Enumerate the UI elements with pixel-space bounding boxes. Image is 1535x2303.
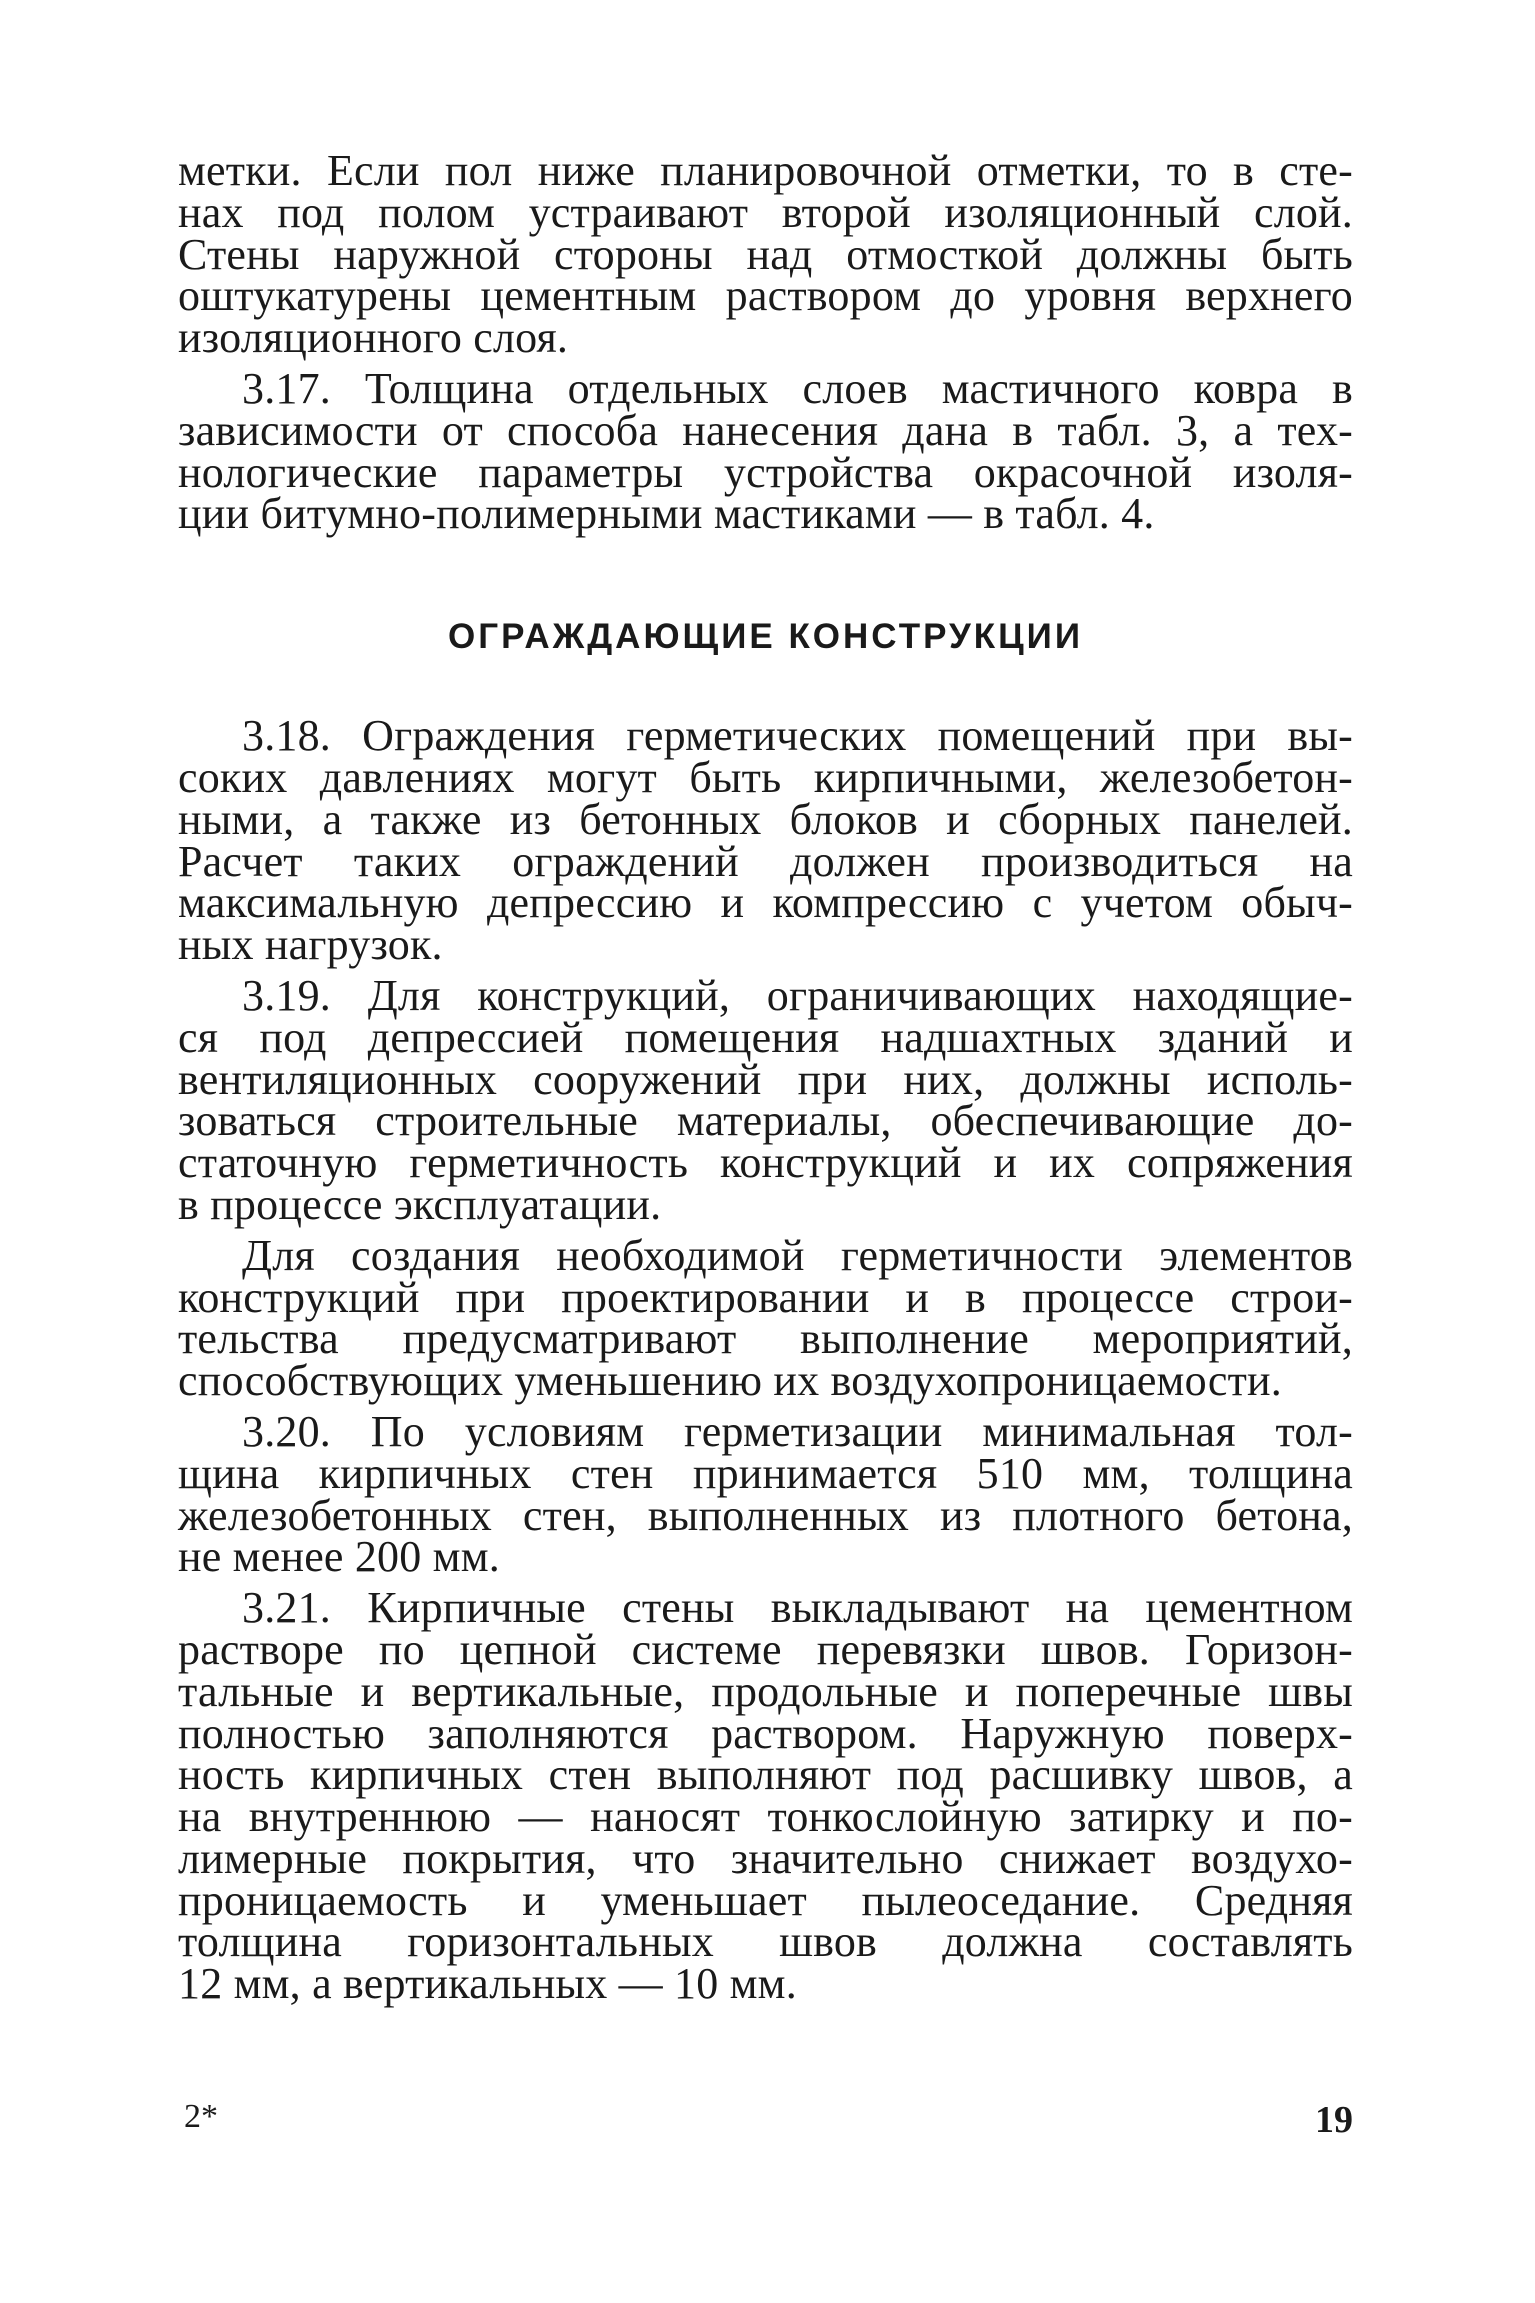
text-line: нологические параметры устройства окрасочной изоля-: [178, 447, 1353, 497]
text-line: 3.20. По условиям герметизации минимальная тол-: [242, 1406, 1353, 1456]
text-line: изоляционного слоя.: [178, 313, 569, 363]
text-line: максимальную депрессию и компрессию с учетом обыч-: [178, 878, 1353, 928]
text-line: лимерные покрытия, что значительно снижает воздухо-: [178, 1833, 1353, 1883]
page-footer: [178, 2098, 1353, 2148]
text-line: тальные и вертикальные, продольные и поперечные швы: [178, 1666, 1353, 1716]
text-line: на внутреннюю — наносят тонкослойную затирку и по-: [178, 1792, 1353, 1842]
paragraph-p-3-19: [178, 970, 1353, 1229]
text-line: статочную герметичность конструкций и их сопряжения: [178, 1138, 1353, 1188]
text-line: метки. Если пол ниже планировочной отметки, то в сте-: [178, 146, 1353, 195]
text-line: проницаемость и уменьшает пылеоседание. Средняя: [178, 1875, 1353, 1925]
text-line: толщина горизонтальных швов должна составлять: [178, 1917, 1353, 1967]
paragraph-p-3-18: [178, 711, 1353, 970]
section-body-text: [178, 711, 1353, 2009]
text-line: растворе по цепной системе перевязки швов. Горизон-: [178, 1624, 1353, 1674]
paragraph-p-3-21: [178, 1583, 1353, 2009]
text-line: вентиляционных сооружений при них, должны исполь-: [178, 1054, 1353, 1104]
text-line: конструкций при проектировании и в процессе строи-: [178, 1272, 1353, 1322]
paragraph-p-3-17: [178, 363, 1353, 539]
text-line: ность кирпичных стен выполняют под расшивку швов, а: [178, 1750, 1353, 1800]
document-page: [178, 146, 1353, 2014]
text-line: 3.19. Для конструкций, ограничивающих находящие-: [242, 970, 1353, 1020]
text-line: 3.18. Ограждения герметических помещений при вы-: [242, 711, 1353, 761]
text-line: нах под полом устраивают второй изоляционный слой.: [178, 187, 1353, 237]
text-line: Для создания необходимой герметичности элементов: [242, 1230, 1353, 1280]
text-line: 3.21. Кирпичные стены выкладывают на цементном: [242, 1583, 1353, 1633]
text-line: ных нагрузок.: [178, 920, 443, 970]
text-line: ции битумно-полимерными мастиками — в табл. 4.: [178, 489, 1155, 539]
text-line: полностью заполняются раствором. Наружную поверх-: [178, 1708, 1353, 1758]
text-line: ными, а также из бетонных блоков и сборных панелей.: [178, 794, 1353, 844]
text-line: Стены наружной стороны над отмосткой должны быть: [178, 229, 1353, 279]
text-line: 3.17. Толщина отдельных слоев мастичного ковра в: [242, 363, 1353, 413]
text-line: железобетонных стен, выполненных из плотного бетона,: [178, 1490, 1353, 1540]
text-line: в процессе эксплуатации.: [178, 1179, 662, 1229]
page-number: 19: [1315, 2099, 1353, 2141]
text-line: щина кирпичных стен принимается 510 мм, толщина: [178, 1448, 1353, 1498]
paragraph-p-continuation: [178, 146, 1353, 363]
paragraph-p-3-20: [178, 1406, 1353, 1582]
text-line: зависимости от способа нанесения дана в табл. 3, а тех-: [178, 405, 1353, 455]
text-line: не менее 200 мм.: [178, 1532, 500, 1582]
signature-mark: 2*: [184, 2098, 218, 2135]
text-line: зоваться строительные материалы, обеспечивающие до-: [178, 1096, 1353, 1146]
text-line: ся под депрессией помещения надшахтных зданий и: [178, 1012, 1353, 1062]
text-line: тельства предусматривают выполнение мероприятий,: [178, 1314, 1353, 1364]
paragraph-p-3-19-cont: [178, 1230, 1353, 1406]
pre-section-text: [178, 146, 1353, 539]
text-line: Расчет таких ограждений должен производиться на: [178, 836, 1353, 886]
text-line: соких давлениях могут быть кирпичными, железобетон-: [178, 752, 1353, 802]
section-heading: ОГРАЖДАЮЩИЕ КОНСТРУКЦИИ: [448, 617, 1083, 657]
text-line: способствующих уменьшению их воздухопроницаемости.: [178, 1356, 1283, 1406]
text-line: 12 мм, а вертикальных — 10 мм.: [178, 1959, 797, 2009]
text-line: оштукатурены цементным раствором до уровня верхнего: [178, 271, 1353, 321]
